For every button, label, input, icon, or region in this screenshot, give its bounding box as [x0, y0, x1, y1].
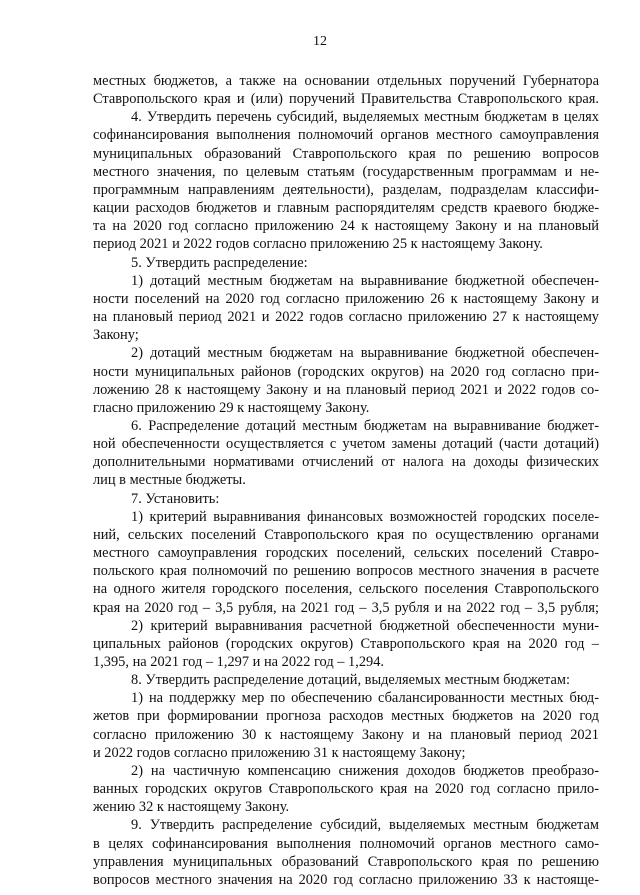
text-line: софинансирования выполнения полномочий органов местного самоуправления: [93, 127, 599, 144]
text-line: вопросов местного значения на 2020 год согласно приложению 33 к настояще-: [93, 871, 599, 888]
text-line: 2) на частичную компенсацию снижения доходов бюджетов преобразо-: [131, 762, 599, 779]
text-line: 7. Установить:: [131, 490, 220, 507]
text-line: ной обеспеченности осуществляется с учетом замены дотаций (части дотаций): [93, 436, 599, 453]
text-line: ний, сельских поселений Ставропольского края по осуществлению органами: [93, 526, 599, 543]
text-line: местных бюджетов, а также на основании отдельных поручений Губернатора: [93, 73, 599, 89]
text-line: 8. Утвердить распределение дотаций, выделяемых местным бюджетам:: [131, 672, 570, 689]
text-line: 4. Утвердить перечень субсидий, выделяемых местным бюджетам в целях: [131, 109, 599, 126]
text-line: 6. Распределение дотаций местным бюджетам на выравнивание бюджет-: [131, 417, 599, 434]
text-line: 9. Утвердить распределение субсидий, выделяемых местным бюджетам: [131, 817, 599, 834]
text-line: местного значения, по целевым статьям (государственным программам и не-: [93, 163, 599, 180]
text-line: согласно приложению 30 к настоящему Закону и на плановый период 2021: [93, 726, 599, 743]
text-line: 5. Утвердить распределение:: [131, 254, 308, 271]
text-line: Ставропольского края и (или) поручений Правительства Ставропольского края.: [93, 91, 599, 108]
text-line: жетов при формировании прогноза расходов местных бюджетов на 2020 год: [93, 708, 599, 725]
text-line: ципальных районов (городских округов) Ставропольского края на 2020 год –: [93, 635, 599, 652]
document-text: [93, 72, 599, 889]
page-number: 12: [313, 34, 327, 49]
text-line: гласно приложению 29 к настоящему Закону.: [93, 399, 370, 416]
text-line: жению 32 к настоящему Закону.: [93, 799, 290, 816]
text-line: муниципальных образований Ставропольского края по решению вопросов: [93, 145, 599, 162]
text-line: польского края полномочий по решению вопросов местного значения в расчете: [93, 563, 599, 580]
text-line: лиц в местные бюджеты.: [93, 472, 246, 489]
text-line: кации расходов бюджетов и главным распорядителям средств краевого бюдже-: [93, 200, 599, 217]
text-line: 1) дотаций местным бюджетам на выравнивание бюджетной обеспечен-: [131, 272, 599, 289]
text-line: края на 2020 год – 3,5 рубля, на 2021 год – 3,5 рубля и на 2022 год – 3,5 рубля;: [93, 599, 599, 616]
text-line: в целях софинансирования выполнения полномочий органов местного само-: [93, 835, 599, 852]
text-line: ложению 28 к настоящему Закону и на плановый период 2021 и 2022 годов со-: [93, 381, 599, 398]
text-line: на одного жителя городского поселения, сельского поселения Ставропольского: [93, 581, 599, 598]
text-line: ности поселений на 2020 год согласно приложению 26 к настоящему Закону и: [93, 290, 599, 307]
text-line: 2) критерий выравнивания расчетной бюджетной обеспеченности муни-: [131, 617, 599, 634]
text-line: на плановый период 2021 и 2022 годов согласно приложению 27 к настоящему: [93, 309, 599, 326]
text-line: 1) на поддержку мер по обеспечению сбалансированности местных бюд-: [131, 690, 599, 707]
text-line: управления муниципальных образований Ставропольского края по решению: [93, 853, 599, 870]
text-line: период 2021 и 2022 годов согласно приложению 25 к настоящему Закону.: [93, 236, 543, 253]
text-line: 1,395, на 2021 год – 1,297 и на 2022 год – 1,294.: [93, 654, 385, 670]
text-line: 2) дотаций местным бюджетам на выравнивание бюджетной обеспечен-: [131, 345, 599, 362]
text-line: ности муниципальных районов (городских округов) на 2020 год согласно при-: [93, 363, 599, 380]
text-line: ванных городских округов Ставропольского края на 2020 год согласно прило-: [93, 781, 599, 798]
text-line: та на 2020 год согласно приложению 24 к настоящему Закону и на плановый: [93, 218, 599, 235]
text-line: и 2022 годов согласно приложению 31 к настоящему Закону;: [93, 744, 466, 761]
text-line: 1) критерий выравнивания финансовых возможностей городских поселе-: [131, 508, 599, 525]
text-line: местного самоуправления городских поселений, сельских поселений Ставро-: [93, 545, 599, 562]
text-line: программным направлениям деятельности), разделам, подразделам классифи-: [93, 181, 599, 198]
text-line: Закону;: [93, 327, 139, 344]
text-line: дополнительными нормативами отчислений от налога на доходы физических: [93, 454, 599, 471]
